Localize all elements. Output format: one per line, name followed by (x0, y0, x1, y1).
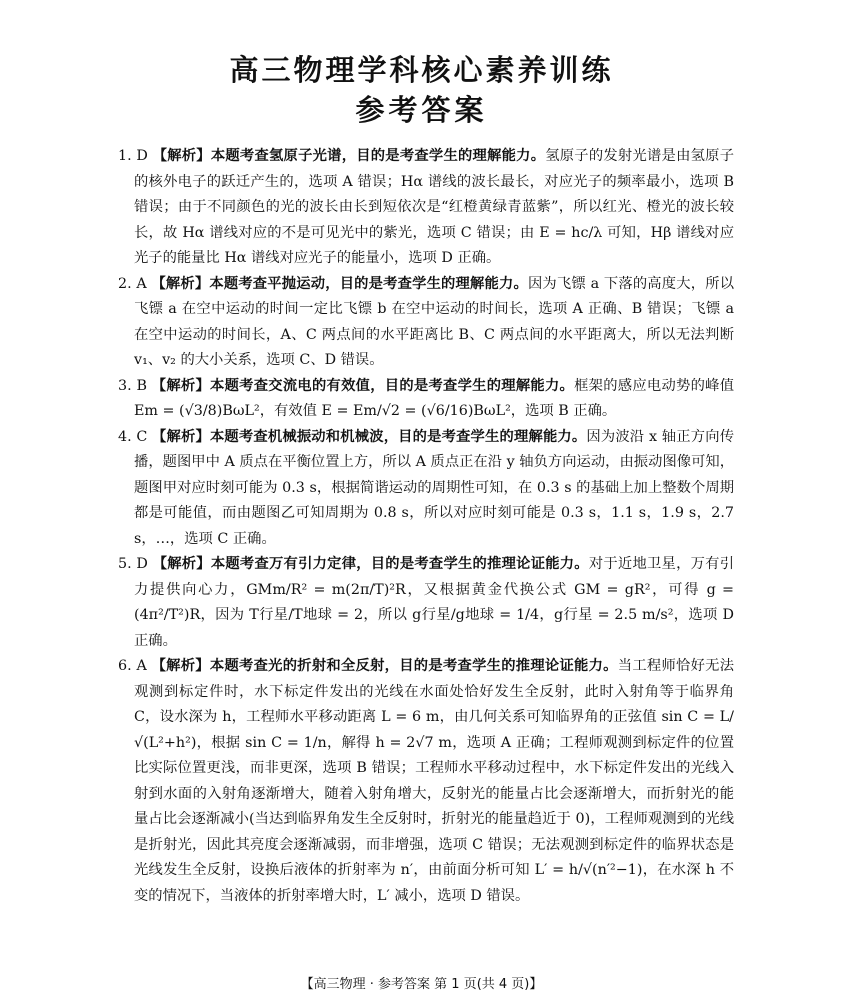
answer-number: 5. D (118, 556, 148, 572)
analysis-text: 框架的感应电动势的峰值 Em = (√3/8)BωL²，有效值 E = Em/√2 = (√6/16)BωL²，选项 B 正确。 (134, 377, 735, 419)
page-footer: 【高三物理 · 参考答案 第 1 页(共 4 页)】 (300, 977, 543, 992)
analysis-text: 因为飞镖 a 下落的高度大，所以飞镖 a 在空中运动的时间一定比飞镖 b 在空中运动的时间长，选项 A 正确、B 错误；飞镖 a 在空中运动的时间长，A、C 两点间的水平距离比 B、C 两点间的水平距离大，所以无法判断 v₁、v₂ 的大小关系，选项 C、D 错误。 (134, 275, 735, 368)
answer-number: 1. D (118, 148, 148, 164)
analysis-text: 当工程师恰好无法观测到标定件时，水下标定件发出的光线在水面处恰好发生全反射，此时入射角等于临界角 C，设水深为 h，工程师水平移动距离 L = 6 m，由几何关系可知临界角的正弦值 sin C = L/√(L²+h²)，根据 sin C = 1/n，解得 h = 2√7 m，选项 A 正确；工程师观测到标定件的位置比实际位置更浅，而非更深，选项 B 错误；工程师水平移动过程中，水下标定件发出的光线入射到水面的入射角逐渐增大，随着入射角增大，反射光的能量占比会逐渐增大，而折射光的能量占比会逐渐减小(当达到临界角发生全反射时，折射光的能量趋近于 0)，工程师观测到的光线是折射光，因此其亮度会逐渐减弱，而非增强，选项 C 错误；无法观测到标定件的临界状态是光线发生全反射，设换后液体的折射率为 n′，由前面分析可知 L′ = h/√(n′²−1)，在水深 h 不变的情况下，当液体的折射率增大时，L′ 减小，选项 D 错误。 (134, 658, 735, 904)
answer-item-1 (118, 144, 734, 272)
analysis-tag: 【解析】本题考查平抛运动，目的是考查学生的理解能力。 (151, 275, 528, 292)
answer-number: 3. B (118, 377, 147, 394)
analysis-text: 氢原子的发射光谱是由氢原子的核外电子的跃迁产生的，选项 A 错误；Hα 谱线的波长最长，对应光子的频率最小，选项 B 错误；由于不同颜色的光的波长由长到短依次是“红橙黄绿青蓝紫”，所以红光、橙光的波长较长，故 Hα 谱线对应的不是可见光中的紫光，选项 C 错误；由 E = hc/λ 可知，Hβ 谱线对应光子的能量比 Hα 谱线对应光子的能量小，选项 D 正确。 (134, 148, 734, 266)
answer-list (118, 144, 734, 909)
analysis-text: 对于近地卫星，万有引力提供向心力，GMm/R² = m(2π/T)²R，又根据黄金代换公式 GM = gR²，可得 g = (4π²/T²)R，因为 T行星/T地球 = 2，所以 g行星/g地球 = 1/4，g行星 = 2.5 m/s²，选项 D 正确。 (134, 556, 735, 649)
answer-item-5 (118, 552, 734, 654)
analysis-tag: 【解析】本题考查万有引力定律，目的是考查学生的推理论证能力。 (152, 556, 589, 572)
answer-item-3 (118, 374, 734, 425)
analysis-tag: 【解析】本题考查机械振动和机械波，目的是考查学生的理解能力。 (152, 428, 587, 445)
answer-item-6 (118, 654, 734, 909)
answer-number: 4. C (118, 428, 148, 445)
analysis-tag: 【解析】本题考查氢原子光谱，目的是考查学生的理解能力。 (152, 148, 546, 164)
analysis-text: 因为波沿 x 轴正方向传播，题图甲中 A 质点在平衡位置上方，所以 A 质点正在沿 y 轴负方向运动，由振动图像可知，题图甲对应时刻可能为 0.3 s，根据简谐运动的周期性可知，在 0.3 s 的基础上加上整数个周期都是可能值，而由题图乙可知周期为 0.8 s，所以对应时刻可能是 0.3 s，1.1 s，1.9 s，2.7 s，…，选项 C 正确。 (134, 428, 735, 547)
answer-number: 6. A (118, 658, 147, 674)
answer-item-2 (118, 272, 734, 374)
answer-number: 2. A (118, 275, 147, 292)
analysis-tag: 【解析】本题考查光的折射和全反射，目的是考查学生的推理论证能力。 (151, 658, 618, 674)
page-subtitle: 参考答案 (355, 93, 488, 127)
answer-item-4 (118, 425, 734, 553)
page-title: 高三物理学科核心素养训练 (229, 53, 614, 87)
analysis-tag: 【解析】本题考查交流电的有效值，目的是考查学生的理解能力。 (151, 377, 575, 394)
